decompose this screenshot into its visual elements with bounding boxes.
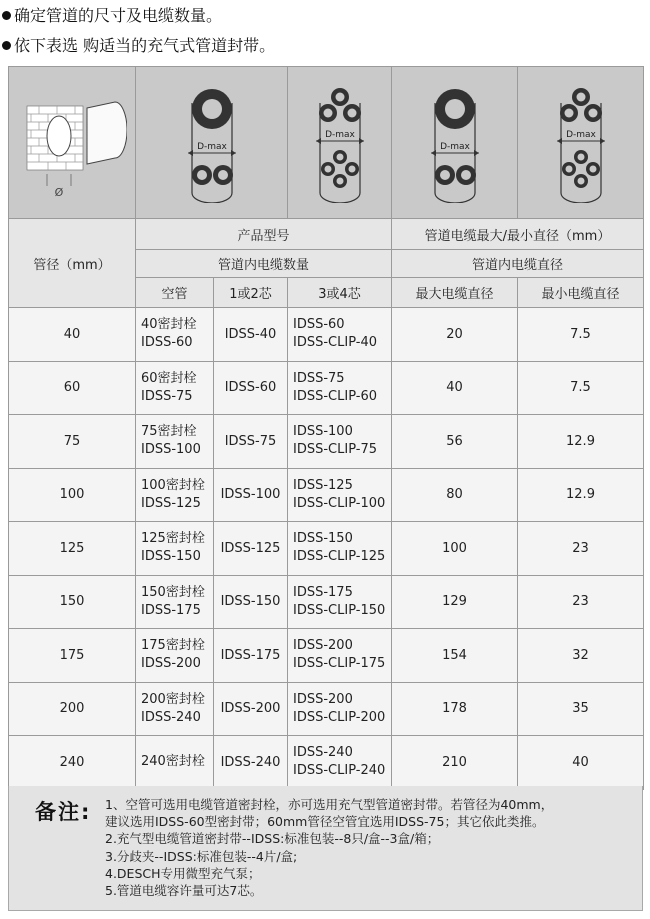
table-row [9, 468, 644, 522]
cell-three-four-core: IDSS-175 IDSS-CLIP-150 [288, 575, 392, 629]
table-row [9, 522, 644, 576]
notes-panel [8, 786, 643, 911]
table-row [9, 736, 644, 790]
cell-three-four-core: IDSS-125 IDSS-CLIP-100 [288, 468, 392, 522]
cell-empty-pipe: 60密封栓 IDSS-75 [136, 361, 214, 415]
one-two-core-diagram [136, 67, 288, 219]
notes-lines [105, 796, 553, 899]
svg-text:D-max: D-max [439, 141, 470, 152]
cell-min-diameter: 12.9 [518, 468, 644, 522]
cell-empty-pipe: 150密封栓 IDSS-175 [136, 575, 214, 629]
cell-empty-pipe: 75密封栓 IDSS-100 [136, 415, 214, 469]
cell-max-diameter: 100 [392, 522, 518, 576]
header-pipe-diameter: 管径（mm） [9, 219, 136, 308]
three-four-core-diagram [288, 67, 392, 219]
cell-max-diameter: 210 [392, 736, 518, 790]
cell-pipe-diameter: 125 [9, 522, 136, 576]
cell-pipe-diameter: 240 [9, 736, 136, 790]
cell-pipe-diameter: 150 [9, 575, 136, 629]
cell-min-diameter: 32 [518, 629, 644, 683]
note-line: 2.充气型电缆管道密封带--IDSS:标准包装--8只/盒--3盒/箱； [105, 831, 440, 847]
cell-one-two-core: IDSS-40 [214, 308, 288, 362]
cell-empty-pipe: 175密封栓 IDSS-200 [136, 629, 214, 683]
cell-one-two-core: IDSS-240 [214, 736, 288, 790]
note-line: 5.管道电缆容许量可达7芯。 [105, 883, 263, 899]
svg-text:Ø: Ø [54, 185, 64, 198]
cell-one-two-core: IDSS-175 [214, 629, 288, 683]
cell-min-diameter: 23 [518, 575, 644, 629]
cell-pipe-diameter: 100 [9, 468, 136, 522]
cell-max-diameter: 178 [392, 682, 518, 736]
cell-empty-pipe: 125密封栓 IDSS-150 [136, 522, 214, 576]
cell-empty-pipe: 200密封栓 IDSS-240 [136, 682, 214, 736]
cell-empty-pipe: 240密封栓 [136, 736, 214, 790]
cell-max-diameter: 80 [392, 468, 518, 522]
table-row [9, 575, 644, 629]
cell-max-diameter: 129 [392, 575, 518, 629]
cell-three-four-core: IDSS-60 IDSS-CLIP-40 [288, 308, 392, 362]
note-line: 3.分歧夹--IDSS:标准包装--4片/盒; [105, 848, 298, 864]
cell-one-two-core: IDSS-150 [214, 575, 288, 629]
cell-three-four-core: IDSS-100 IDSS-CLIP-75 [288, 415, 392, 469]
table-row [9, 682, 644, 736]
cell-one-two-core: IDSS-75 [214, 415, 288, 469]
cell-three-four-core: IDSS-150 IDSS-CLIP-125 [288, 522, 392, 576]
note-line: 建议选用IDSS-60型密封带；60mm管径空管宜选用IDSS-75；其它依此类推。 [105, 814, 545, 830]
cell-three-four-core: IDSS-240 IDSS-CLIP-240 [288, 736, 392, 790]
bullet-icon [2, 41, 11, 50]
cell-empty-pipe: 40密封栓 IDSS-60 [136, 308, 214, 362]
header-cable-diameter: 管道内电缆直径 [392, 250, 644, 278]
cell-pipe-diameter: 60 [9, 361, 136, 415]
table-row [9, 308, 644, 362]
cell-one-two-core: IDSS-125 [214, 522, 288, 576]
cell-max-diameter: 56 [392, 415, 518, 469]
intro-line-1: 确定管道的尺寸及电缆数量。 [2, 3, 222, 26]
header-cable-diameter-group: 管道电缆最大/最小直径（mm） [392, 219, 644, 250]
note-line: 1、空管可选用电缆管道密封栓，亦可选用充气型管道密封带。若管径为40mm， [105, 797, 554, 812]
notes-title: 备注: [35, 800, 92, 824]
table-row [9, 361, 644, 415]
header-max-cable-diameter: 最大电缆直径 [392, 278, 518, 308]
cell-max-diameter: 154 [392, 629, 518, 683]
cell-one-two-core: IDSS-200 [214, 682, 288, 736]
cell-pipe-diameter: 200 [9, 682, 136, 736]
cell-pipe-diameter: 75 [9, 415, 136, 469]
diagram-row [9, 67, 644, 219]
cell-pipe-diameter: 175 [9, 629, 136, 683]
cell-max-diameter: 40 [392, 361, 518, 415]
cell-min-diameter: 23 [518, 522, 644, 576]
header-cable-count: 管道内电缆数量 [136, 250, 392, 278]
cell-min-diameter: 35 [518, 682, 644, 736]
selection-table [8, 66, 644, 790]
cell-three-four-core: IDSS-75 IDSS-CLIP-60 [288, 361, 392, 415]
table-row [9, 629, 644, 683]
cell-pipe-diameter: 40 [9, 308, 136, 362]
table-row [9, 415, 644, 469]
svg-text:D-max: D-max [196, 141, 227, 152]
header-one-two-core: 1或2芯 [214, 278, 288, 308]
cell-one-two-core: IDSS-60 [214, 361, 288, 415]
cell-min-diameter: 7.5 [518, 361, 644, 415]
max-diameter-diagram [392, 67, 518, 219]
intro-line-2: 依下表选 购适当的充气式管道封带。 [2, 33, 275, 56]
pipe-wall-diagram [9, 67, 136, 219]
min-diameter-diagram [518, 67, 644, 219]
cell-one-two-core: IDSS-100 [214, 468, 288, 522]
cell-max-diameter: 20 [392, 308, 518, 362]
cell-min-diameter: 12.9 [518, 415, 644, 469]
svg-text:D-max: D-max [565, 129, 596, 140]
svg-text:D-max: D-max [324, 129, 355, 140]
cell-three-four-core: IDSS-200 IDSS-CLIP-200 [288, 682, 392, 736]
cell-three-four-core: IDSS-200 IDSS-CLIP-175 [288, 629, 392, 683]
header-empty-pipe: 空管 [136, 278, 214, 308]
cell-min-diameter: 40 [518, 736, 644, 790]
bullet-icon [2, 11, 11, 20]
note-line: 4.DESCH专用微型充气泵； [105, 865, 261, 881]
header-min-cable-diameter: 最小电缆直径 [518, 278, 644, 308]
header-three-four-core: 3或4芯 [288, 278, 392, 308]
header-product-model: 产品型号 [136, 219, 392, 250]
cell-empty-pipe: 100密封栓 IDSS-125 [136, 468, 214, 522]
cell-min-diameter: 7.5 [518, 308, 644, 362]
